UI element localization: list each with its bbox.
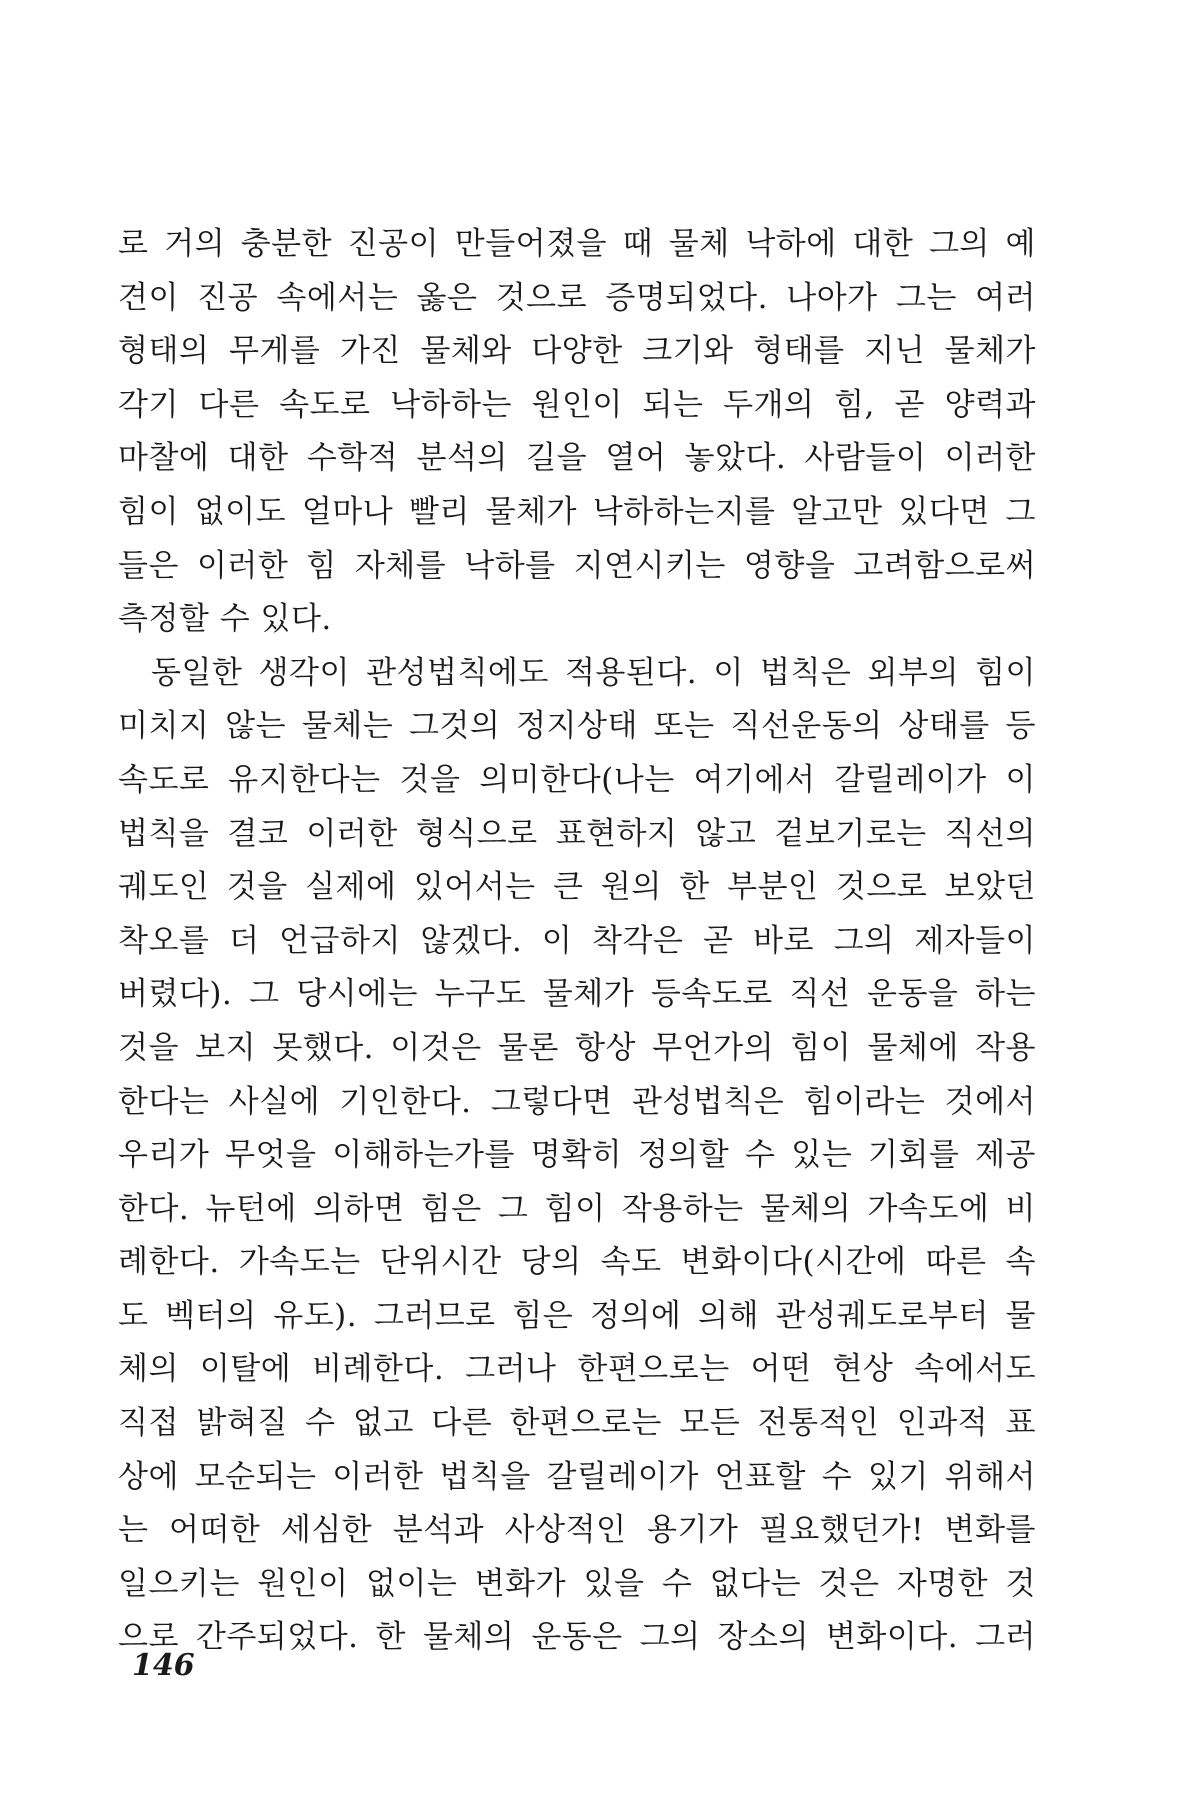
text-line: 측정할 수 있다. [118, 601, 332, 638]
text-line: 견이 진공 속에서는 옳은 것으로 증명되었다. 나아가 그는 여러 [118, 279, 1036, 316]
text-line: 궤도인 것을 실제에 있어서는 큰 원의 한 부분인 것으로 보았던 [118, 869, 1036, 906]
text-line: 동일한 생각이 관성법칙에도 적용된다. 이 법칙은 외부의 힘이 [151, 654, 1036, 691]
text-line: 직접 밝혀질 수 없고 다른 한편으로는 모든 전통적인 인과적 표 [118, 1405, 1036, 1442]
text-line: 례한다. 가속도는 단위시간 당의 속도 변화이다(시간에 따른 속 [118, 1244, 1036, 1281]
text-line: 것을 보지 못했다. 이것은 물론 항상 무언가의 힘이 물체에 작용 [118, 1029, 1036, 1066]
text-line: 로 거의 충분한 진공이 만들어졌을 때 물체 낙하에 대한 그의 예 [118, 226, 1036, 262]
paragraph-1 [118, 218, 1036, 647]
text-line: 도 벡터의 유도). 그러므로 힘은 정의에 의해 관성궤도로부터 물 [118, 1297, 1036, 1334]
text-line: 착오를 더 언급하지 않겠다. 이 착각은 곧 바로 그의 제자들이 [118, 922, 1036, 959]
text-line: 으로 간주되었다. 한 물체의 운동은 그의 장소의 변화이다. 그러 [118, 1619, 1036, 1656]
text-line: 한다. 뉴턴에 의하면 힘은 그 힘이 작용하는 물체의 가속도에 비 [118, 1190, 1036, 1227]
text-line: 법칙을 결코 이러한 형식으로 표현하지 않고 겉보기로는 직선의 [118, 815, 1036, 852]
text-line: 각기 다른 속도로 낙하하는 원인이 되는 두개의 힘, 곧 양력과 [118, 386, 1036, 423]
text-line: 힘이 없이도 얼마나 빨리 물체가 낙하하는지를 알고만 있다면 그 [118, 493, 1036, 530]
text-line: 체의 이탈에 비례한다. 그러나 한편으로는 어떤 현상 속에서도 [118, 1351, 1036, 1388]
text-line: 형태의 무게를 가진 물체와 다양한 크기와 형태를 지닌 물체가 [118, 333, 1036, 370]
body-text [118, 218, 1036, 1665]
text-line: 우리가 무엇을 이해하는가를 명확히 정의할 수 있는 기회를 제공 [118, 1137, 1036, 1174]
text-line: 버렸다). 그 당시에는 누구도 물체가 등속도로 직선 운동을 하는 [118, 976, 1036, 1013]
paragraph-2 [118, 647, 1036, 1665]
text-line: 일으키는 원인이 없이는 변화가 있을 수 없다는 것은 자명한 것 [118, 1565, 1036, 1602]
page-number: 146 [132, 1648, 195, 1683]
text-line: 속도로 유지한다는 것을 의미한다(나는 여기에서 갈릴레이가 이 [118, 761, 1036, 798]
text-line: 한다는 사실에 기인한다. 그렇다면 관성법칙은 힘이라는 것에서 [118, 1083, 1036, 1120]
text-line: 상에 모순되는 이러한 법칙을 갈릴레이가 언표할 수 있기 위해서 [118, 1458, 1036, 1495]
text-line: 들은 이러한 힘 자체를 낙하를 지연시키는 영향을 고려함으로써 [118, 547, 1036, 584]
text-line: 미치지 않는 물체는 그것의 정지상태 또는 직선운동의 상태를 등 [118, 708, 1036, 745]
text-line: 는 어떠한 세심한 분석과 사상적인 용기가 필요했던가! 변화를 [118, 1512, 1036, 1549]
text-line: 마찰에 대한 수학적 분석의 길을 열어 놓았다. 사람들이 이러한 [118, 440, 1036, 477]
